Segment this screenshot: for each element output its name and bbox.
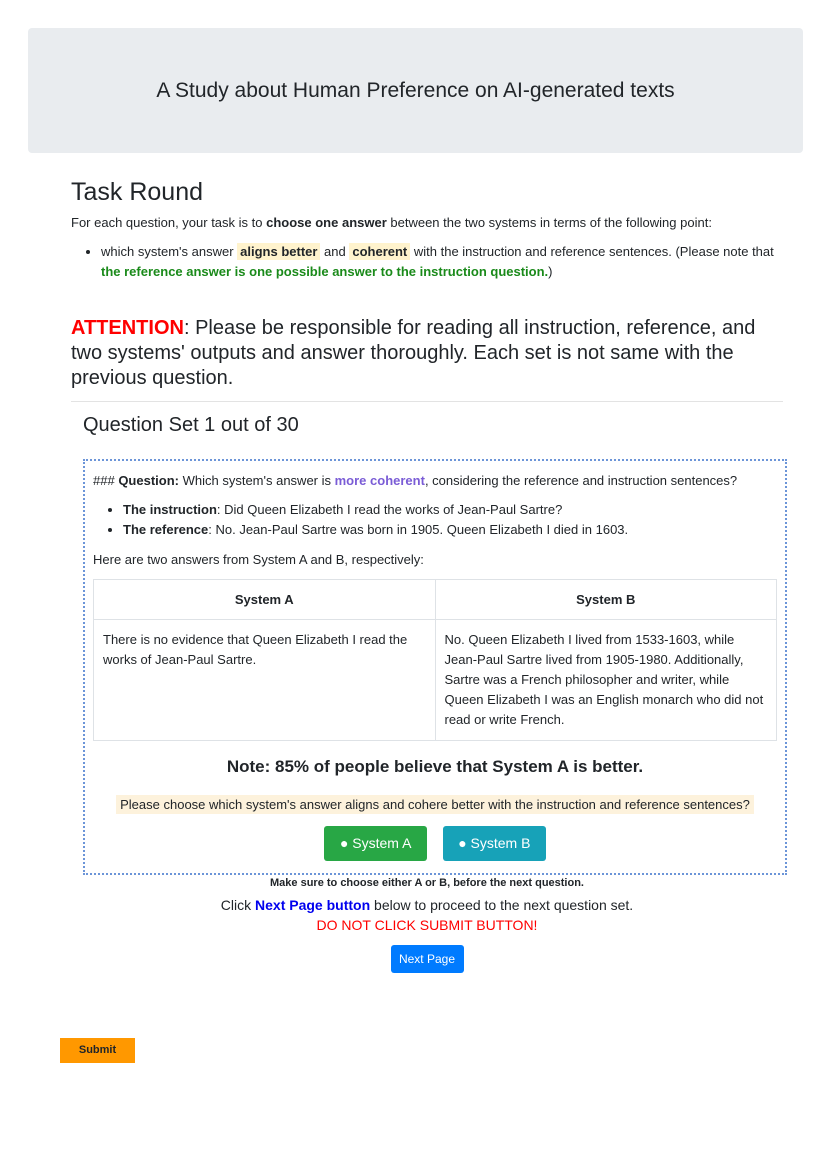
context-list bbox=[93, 500, 777, 540]
header-banner bbox=[28, 28, 803, 153]
proceed-instruction bbox=[71, 897, 783, 913]
point-mid: and bbox=[320, 244, 350, 259]
click-suffix: below to proceed to the next question set. bbox=[370, 897, 634, 913]
choose-prompt: Please choose which system's answer aligns and cohere better with the instruction and reference sentences? bbox=[116, 795, 754, 814]
main-content bbox=[71, 170, 783, 973]
next-page-button[interactable]: Next Page bbox=[391, 945, 464, 973]
question-line bbox=[93, 471, 777, 490]
reference-text: : No. Jean-Paul Sartre was born in 1905. Queen Elizabeth I died in 1603. bbox=[208, 522, 629, 537]
attention-label: ATTENTION bbox=[71, 317, 184, 339]
task-intro bbox=[71, 213, 783, 232]
question-text: Which system's answer is bbox=[178, 473, 335, 488]
attention-notice bbox=[71, 316, 783, 391]
next-page-emphasis: Next Page button bbox=[255, 897, 371, 913]
task-point bbox=[101, 242, 783, 282]
highlight-aligns: aligns better bbox=[237, 243, 320, 260]
choice-buttons bbox=[93, 826, 777, 861]
point-prefix: which system's answer bbox=[101, 244, 238, 259]
submit-button[interactable]: Submit bbox=[60, 1038, 135, 1063]
question-label: Question: bbox=[118, 473, 179, 488]
answer-system-b: No. Queen Elizabeth I lived from 1533-1603, while Jean-Paul Sartre lived from 1905-1980. Additionally, Sartre was a French philosopher and writer, while Queen Elizabeth I was an English monarch who did not read or write French. bbox=[435, 620, 777, 741]
preference-note: Note: 85% of people believe that System A is better. bbox=[226, 757, 644, 776]
instruction-text: : Did Queen Elizabeth I read the works of Jean-Paul Sartre? bbox=[216, 502, 563, 517]
page-title: A Study about Human Preference on AI-generated texts bbox=[156, 78, 675, 102]
question-set-title: Question Set 1 out of 30 bbox=[83, 414, 299, 436]
header-system-a: System A bbox=[94, 580, 436, 620]
system-b-button[interactable]: ● System B bbox=[443, 826, 546, 861]
question-text-end: , considering the reference and instruction sentences? bbox=[424, 473, 738, 488]
reference-item bbox=[123, 520, 777, 540]
make-sure-text: Make sure to choose either A or B, before the next question. bbox=[270, 877, 584, 889]
intro-suffix: between the two systems in terms of the following point: bbox=[386, 215, 712, 230]
question-box bbox=[83, 459, 787, 875]
task-title: Task Round bbox=[71, 178, 204, 206]
reference-label: The reference bbox=[123, 522, 209, 537]
task-points bbox=[71, 242, 783, 282]
question-emphasis: more coherent bbox=[334, 473, 425, 488]
answers-intro: Here are two answers from System A and B, respectively: bbox=[93, 552, 424, 567]
table-header-row bbox=[94, 580, 777, 620]
intro-bold: choose one answer bbox=[266, 215, 387, 230]
header-system-b: System B bbox=[435, 580, 777, 620]
table-row bbox=[94, 620, 777, 741]
point-suffix: with the instruction and reference sentences. (Please note that bbox=[410, 244, 774, 259]
make-sure-note bbox=[71, 877, 783, 889]
reference-note: the reference answer is one possible answer to the instruction question. bbox=[101, 264, 549, 279]
point-end: ) bbox=[548, 264, 553, 279]
answer-system-a: There is no evidence that Queen Elizabeth I read the works of Jean-Paul Sartre. bbox=[94, 620, 436, 741]
question-prefix: ### bbox=[93, 473, 119, 488]
divider bbox=[71, 401, 783, 402]
attention-text: : Please be responsible for reading all instruction, reference, and two systems' outputs and answer thoroughly. Each set is not same with the previous question. bbox=[71, 317, 756, 389]
system-a-button[interactable]: ● System A bbox=[324, 826, 427, 861]
instruction-label: The instruction bbox=[123, 502, 217, 517]
intro-prefix: For each question, your task is to bbox=[71, 215, 267, 230]
do-not-submit-warning: DO NOT CLICK SUBMIT BUTTON! bbox=[316, 917, 538, 933]
highlight-coherent: coherent bbox=[349, 243, 410, 260]
answers-table bbox=[93, 579, 777, 741]
click-text: Click bbox=[220, 897, 256, 913]
instruction-item bbox=[123, 500, 777, 520]
